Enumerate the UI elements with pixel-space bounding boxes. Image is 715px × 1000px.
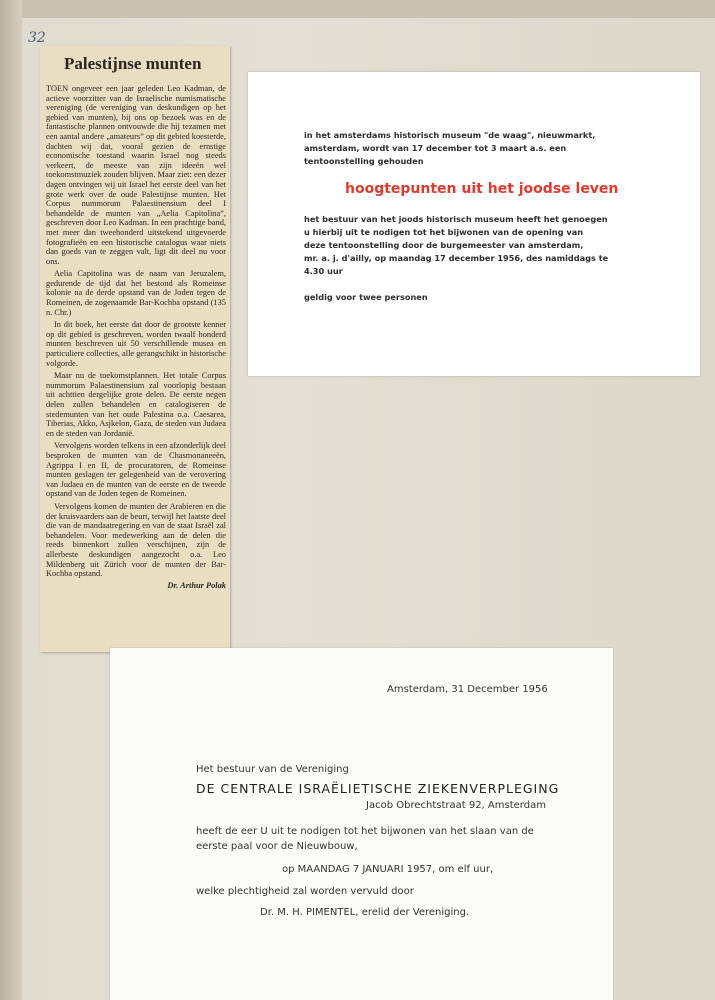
- invitation-line: heeft de eer U uit te nodigen tot het bijwonen van het slaan van de: [196, 826, 534, 837]
- newspaper-clipping: [40, 46, 230, 652]
- page-top-edge: [0, 0, 715, 18]
- museum-intro-line: tentoonstelling gehouden: [304, 156, 424, 166]
- invitation-officiant: Dr. M. H. PIMENTEL, erelid der Vereniging.: [260, 907, 470, 918]
- hospital-invitation-card: [110, 648, 613, 1000]
- clipping-paragraph: In dit boek, het eerste dat door de grootste kenner op dit gebied is geschreven, worden twaalf honderd munten beschreven uit 50 verschillende musea en particuliere collecties, alle gerangschikt in historische volgorde.: [46, 320, 226, 368]
- clipping-body: [46, 84, 226, 590]
- invitation-organization: DE CENTRALE ISRAËLIETISCHE ZIEKENVERPLEGING: [196, 781, 560, 796]
- museum-invite-line: u hierbij uit te nodigen tot het bijwonen van de opening van: [304, 227, 584, 237]
- invitation-board: Het bestuur van de Vereniging: [196, 764, 349, 775]
- clipping-paragraph: Maar nu de toekomstplannen. Het totale Corpus nummorum Palaestinensium zal voorlopig bestaan uit achttien dergelijke grote delen. De eerste negen delen zullen behandelen en catalogiseren de stedemunten van het oude Palestina o.a. Caesarea, Tiberias, Akko, Asjkelon, Gaza, de steden van Judaea en de steden van Jordanië.: [46, 371, 226, 438]
- clipping-paragraph: TOEN ongeveer een jaar geleden Leo Kadman, de actieve voorzitter van de Israelische numismatische vereniging (de vereniging van deskundigen op het gebied van munten), bij ons op bezoek was en de fantastische plannen ontvouwde die hij tezamen met een aantal andere „amateurs” op dit gebied koesterde, dachten wij dat, vooral gezien de ernstige economische toestand waarin Israel nog steeds verkeert, de meeste van zijn ideeën wel toekomstmuziek zouden blijven. Maar ziet: een dezer dagen ontvingen wij uit Israel het eerste deel van het grote werk over de oude Palestijnse munten. Het Corpus nummorum Palaestinensium deel I behandelde de munten van „Aelia Capitolina”, geschreven door Leo Kadman. In een prachtige band, met meer dan tweehonderd uitstekend uitgevoerde fotografieën en een historische catalogus waar niets dan goeds van te zeggen valt, ligt dit deel nu voor ons.: [46, 84, 226, 266]
- museum-intro-line: in het amsterdams historisch museum "de waag", nieuwmarkt,: [304, 130, 596, 140]
- museum-invite-line: mr. a. j. d'ailly, op maandag 17 december 1956, des namiddags te: [304, 253, 609, 263]
- museum-invitation-card: [248, 72, 700, 376]
- invitation-date-line: op MAANDAG 7 JANUARI 1957, om elf uur,: [282, 864, 494, 875]
- invitation-address: Jacob Obrechtstraat 92, Amsterdam: [366, 800, 546, 811]
- museum-invite-line: deze tentoonstelling door de burgemeester van amsterdam,: [304, 240, 584, 250]
- album-binding: [0, 0, 22, 1000]
- invitation-line: welke plechtigheid zal worden vervuld door: [196, 886, 414, 897]
- clipping-title: Palestijnse munten: [64, 54, 202, 73]
- invitation-line: eerste paal voor de Nieuwbouw,: [196, 841, 358, 852]
- clipping-paragraph: Vervolgens worden telkens in een afzonderlijk deel besproken de munten van de Chasmonaneeën, Agrippa I en II, de procuratoren, de Romeinse munten geslagen ter gelegenheid van de verovering van Judaea en de munten van de eerste en de tweede opstand van de Joden tegen de Romeinen.: [46, 441, 226, 499]
- validity-note: geldig voor twee personen: [304, 292, 428, 302]
- museum-intro-line: amsterdam, wordt van 17 december tot 3 maart a.s. een: [304, 143, 567, 153]
- clipping-paragraph: Aelia Capitolina was de naam van Jeruzalem, gedurende de tijd dat het bestond als Romeinse kolonie na de derde opstand van de Joden tegen de Romeinen, de zogenaamde Bar-Kochba opstand (135 n. Chr.): [46, 269, 226, 317]
- page-number: 32: [28, 30, 46, 46]
- museum-invite-line: 4.30 uur: [304, 266, 343, 276]
- exhibition-title: hoogtepunten uit het joodse leven: [345, 181, 619, 197]
- invitation-date: Amsterdam, 31 December 1956: [387, 684, 548, 695]
- clipping-paragraph: Vervolgens komen de munten der Arabieren en die der kruisvaarders aan de beurt, terwijl het laatste deel die van de mandaatregering en van de staat Israël zal behandelen. Voor medewerking aan de delen die reeds binnenkort zullen verschijnen, zijn de allerbeste deskundigen aangezocht o.a. Leo Mildenberg uit Zürich voor de munten der Bar-Kochba opstand.: [46, 501, 226, 579]
- museum-invite-line: het bestuur van het joods historisch museum heeft het genoegen: [304, 214, 608, 224]
- clipping-signature: Dr. Arthur Polak: [167, 580, 226, 590]
